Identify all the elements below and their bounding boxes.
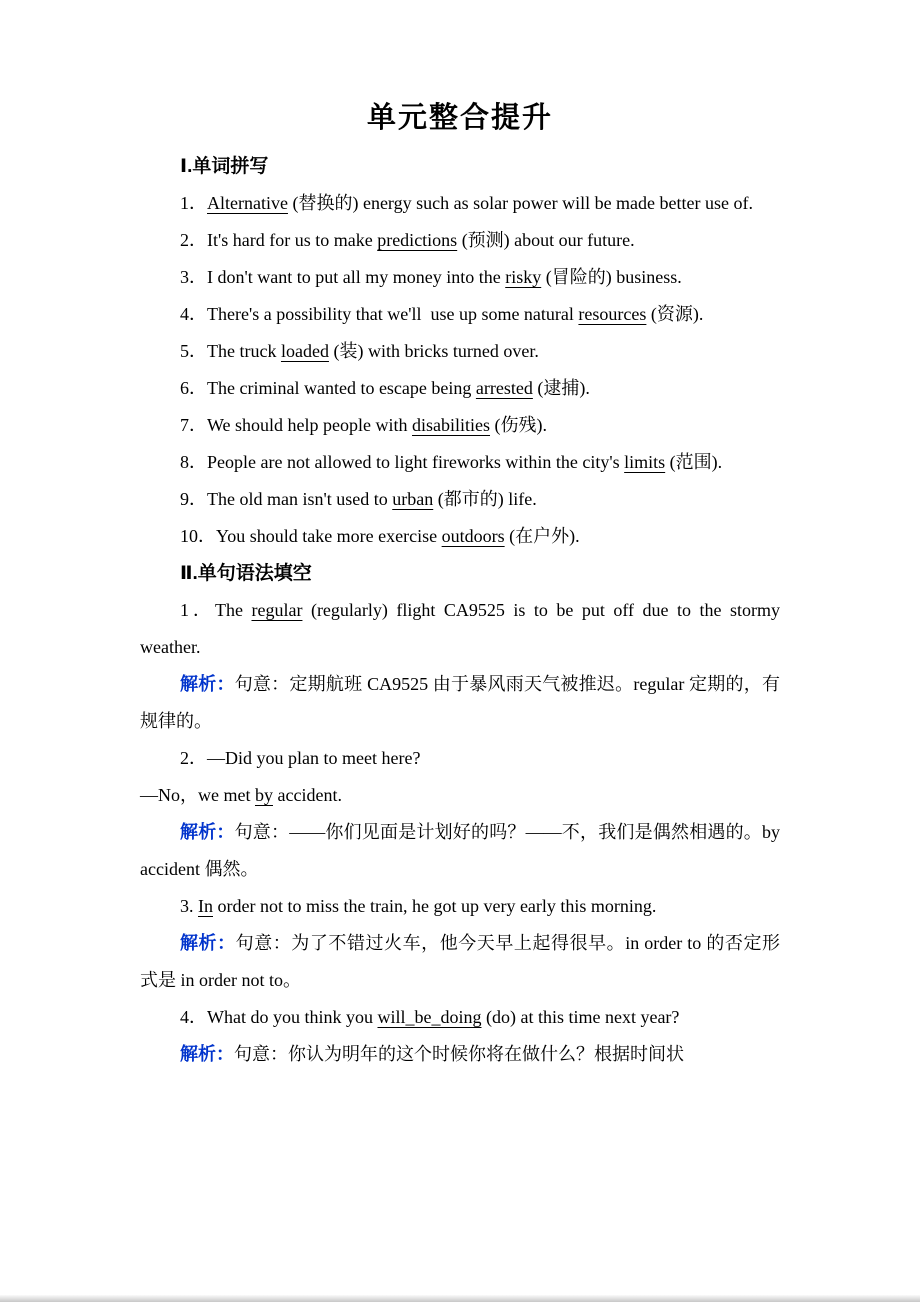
paragraph (140, 814, 780, 888)
paragraph (140, 777, 780, 814)
underlined-word: disabilities (412, 415, 491, 435)
analysis-label: 解析： (180, 1044, 234, 1064)
text-run: (资源). (646, 304, 704, 324)
text-run: 句意：——你们见面是计划好的吗？——不，我们是偶然相遇的。by accident 偶然。 (140, 822, 781, 879)
document-body (140, 148, 780, 1073)
text-run: (替换的) energy such as solar power will be made better use of. (287, 193, 753, 213)
text-run: (冒险的) business. (541, 267, 682, 287)
text-run: 6．The criminal wanted to escape being (180, 378, 476, 398)
paragraph (140, 333, 780, 370)
paragraph (140, 370, 780, 407)
paragraph (140, 185, 780, 222)
text-run: 2．—Did you plan to meet here? (180, 748, 421, 768)
underlined-word: limits (624, 452, 666, 472)
paragraph (140, 407, 780, 444)
text-run: accident. (272, 785, 342, 805)
underlined-word: resources (578, 304, 647, 324)
text-run: 3．I don't want to put all my money into the (180, 267, 506, 287)
paragraph (140, 296, 780, 333)
paragraph (140, 222, 780, 259)
text-run: 4．There's a possibility that we'll use up some natural (180, 304, 579, 324)
text-run: 10．You should take more exercise (180, 526, 442, 546)
text-run: 8．People are not allowed to light fireworks within the city's (180, 452, 625, 472)
section-heading-word-spelling (140, 148, 780, 185)
analysis-label: 解析： (180, 933, 236, 953)
paragraph (140, 259, 780, 296)
text-run: order not to miss the train, he got up very early this morning. (213, 896, 657, 916)
paragraph (140, 592, 780, 666)
underlined-word: urban (392, 489, 434, 509)
underlined-word: In (198, 896, 213, 916)
underlined-word: risky (505, 267, 542, 287)
paragraph (140, 481, 780, 518)
text-run: 句意：你认为明年的这个时候你将在做什么？根据时间状 (234, 1044, 684, 1064)
section-heading-grammar-fill (140, 555, 780, 592)
text-run: 2．It's hard for us to make (180, 230, 378, 250)
paragraph (140, 888, 780, 925)
text-run: Ⅰ.单词拼写 (180, 156, 269, 177)
text-run: (逮捕). (532, 378, 590, 398)
underlined-word: regular (251, 600, 303, 620)
paragraph (140, 518, 780, 555)
text-run: (都市的) life. (433, 489, 537, 509)
paragraph (140, 999, 780, 1036)
text-run: (在户外). (504, 526, 580, 546)
underlined-word: arrested (475, 378, 533, 398)
paragraph (140, 1036, 780, 1073)
text-run: 3. (180, 896, 198, 916)
underlined-word: outdoors (441, 526, 505, 546)
text-run: (预测) about our future. (457, 230, 635, 250)
underlined-word: predictions (377, 230, 458, 250)
underlined-word: by (254, 785, 273, 805)
text-run: 7．We should help people with (180, 415, 413, 435)
text-run: (范围). (665, 452, 723, 472)
paragraph (140, 925, 780, 999)
text-run: 句意：定期航班 CA9525 由于暴风雨天气被推迟。regular 定期的，有规律的。 (140, 674, 780, 731)
text-run: —No，we met (140, 785, 255, 805)
text-run: 句意：为了不错过火车，他今天早上起得很早。in order to 的否定形式是 in order not to。 (140, 933, 780, 990)
paragraph (140, 666, 780, 740)
underlined-word: Alternative (207, 193, 288, 213)
text-run: (伤残). (490, 415, 548, 435)
text-run: (do) at this time next year? (481, 1007, 680, 1027)
analysis-label: 解析： (180, 674, 235, 694)
text-run: (装) with bricks turned over. (328, 341, 539, 361)
underlined-word: loaded (280, 341, 329, 361)
text-run: Ⅱ.单句语法填空 (180, 563, 312, 584)
paragraph (140, 740, 780, 777)
paragraph (140, 444, 780, 481)
page-title: 单元整合提升 (366, 102, 553, 134)
page-bottom-edge (0, 1295, 920, 1302)
underlined-word: will_be_doing (377, 1007, 482, 1027)
text-run: 9．The old man isn't used to (180, 489, 393, 509)
text-run: (regularly) flight CA9525 is to be put off due to the stormy weather. (140, 600, 781, 657)
text-run: 1． (180, 193, 207, 213)
analysis-label: 解析： (180, 822, 235, 842)
text-run: 4．What do you think you (180, 1007, 378, 1027)
text-run: 1．The (180, 600, 252, 620)
text-run: 5．The truck (180, 341, 281, 361)
